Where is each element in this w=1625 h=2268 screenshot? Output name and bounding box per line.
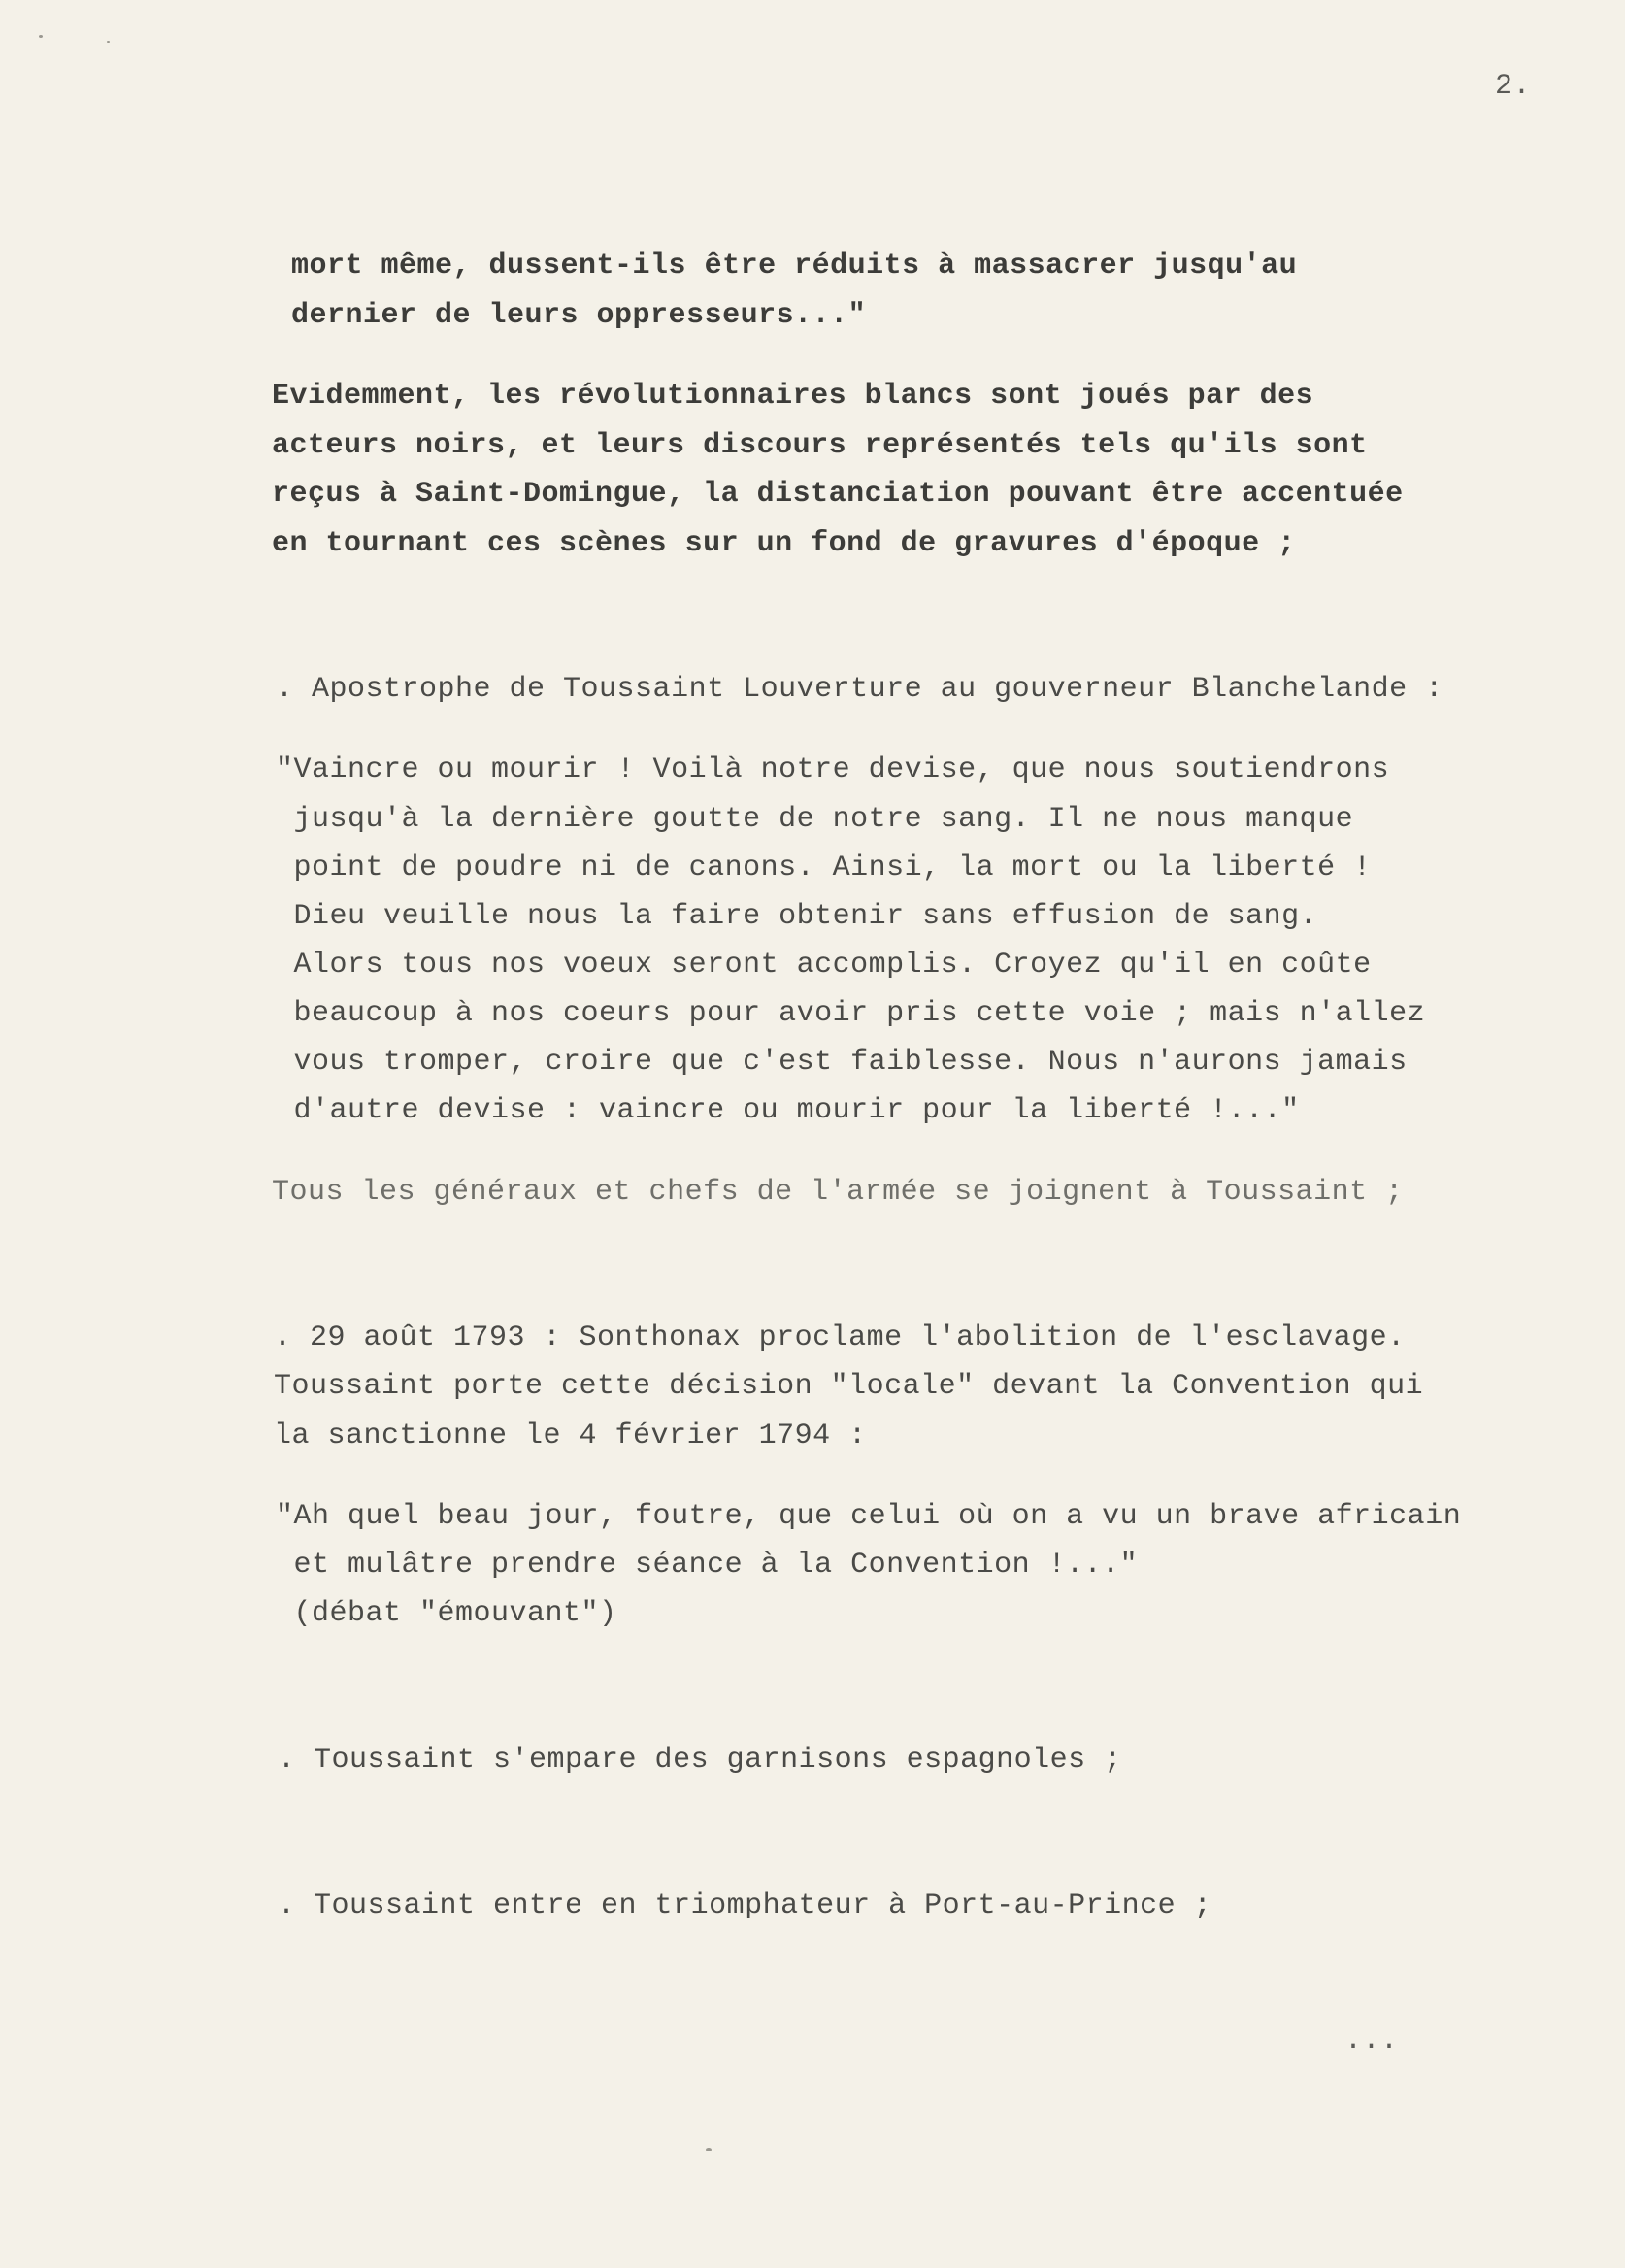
quote-line: Dieu veuille nous la faire obtenir sans effusion de sang.: [276, 900, 1318, 933]
quote-line: beaucoup à nos coeurs pour avoir pris cette voie ; mais n'allez: [276, 997, 1426, 1030]
text-line: Evidemment, les révolutionnaires blancs sont joués par des: [272, 380, 1314, 413]
bullet-item: . Toussaint s'empare des garnisons espagnoles ;: [278, 1744, 1122, 1777]
quote-line: d'autre devise : vaincre ou mourir pour la liberté !...": [276, 1094, 1300, 1127]
bullet-item: . 29 août 1793 : Sonthonax proclame l'abolition de l'esclavage.: [274, 1321, 1406, 1354]
paper-speck: [706, 2148, 712, 2151]
quote-line: Alors tous nos voeux seront accomplis. Croyez qu'il en coûte: [276, 949, 1372, 982]
quote-line: "Ah quel beau jour, foutre, que celui où on a vu un brave africain: [276, 1500, 1462, 1533]
quote-line: (débat "émouvant"): [276, 1597, 617, 1630]
text-line: Toussaint porte cette décision "locale" devant la Convention qui: [274, 1370, 1424, 1403]
paper-speck: [107, 41, 110, 43]
quote-line: "Vaincre ou mourir ! Voilà notre devise, que nous soutiendrons: [276, 753, 1390, 786]
quote-line: vous tromper, croire que c'est faiblesse. Nous n'aurons jamais: [276, 1046, 1408, 1079]
text-line: Tous les généraux et chefs de l'armée se joignent à Toussaint ;: [272, 1176, 1404, 1209]
text-line: acteurs noirs, et leurs discours représentés tels qu'ils sont: [272, 429, 1368, 462]
text-line: la sanctionne le 4 février 1794 :: [274, 1419, 867, 1452]
quote-line: jusqu'à la dernière goutte de notre sang. Il ne nous manque: [276, 803, 1354, 836]
paper-speck: [39, 35, 43, 38]
quote-line: point de poudre ni de canons. Ainsi, la mort ou la liberté !: [276, 851, 1372, 884]
page-number: 2.: [1495, 70, 1532, 103]
bullet-item: . Apostrophe de Toussaint Louverture au gouverneur Blanchelande :: [276, 673, 1443, 706]
continuation-mark: ...: [1344, 2024, 1399, 2057]
quote-line: et mulâtre prendre séance à la Convention !...": [276, 1549, 1139, 1582]
text-line: reçus à Saint-Domingue, la distanciation pouvant être accentuée: [272, 478, 1404, 511]
text-line: mort même, dussent-ils être réduits à massacrer jusqu'au: [291, 250, 1298, 283]
text-line: dernier de leurs oppresseurs...": [291, 299, 867, 332]
text-line: en tournant ces scènes sur un fond de gravures d'époque ;: [272, 527, 1296, 560]
bullet-item: . Toussaint entre en triomphateur à Port-au-Prince ;: [278, 1889, 1212, 1922]
